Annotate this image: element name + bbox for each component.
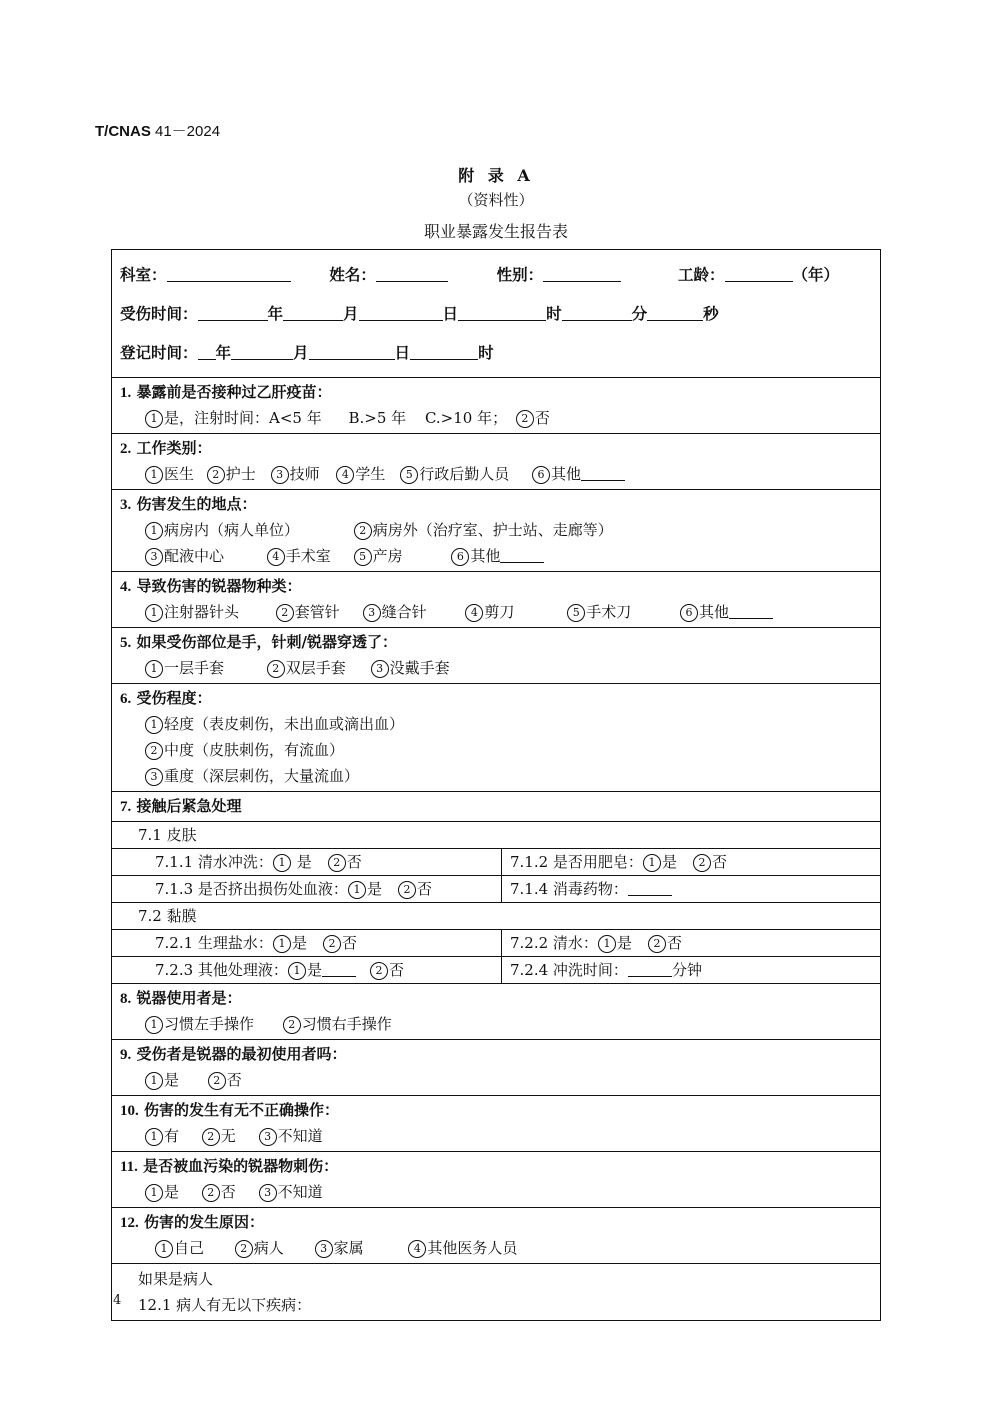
q9-option-no[interactable]: 否 — [226, 1071, 242, 1089]
question-5 — [112, 627, 880, 683]
q4-option-syringe-needle[interactable]: 注射器针头 — [164, 603, 240, 621]
q11-title: 是否被血污染的锐器物刺伤： — [143, 1157, 339, 1175]
q11-option-no[interactable]: 否 — [220, 1183, 236, 1201]
q1-title: 暴露前是否接种过乙肝疫苗： — [136, 383, 332, 401]
q11-option-yes[interactable]: 是 — [164, 1183, 180, 1201]
injury-month-field[interactable] — [283, 302, 343, 321]
option-3-icon[interactable]: 3 — [371, 660, 389, 678]
q10-title: 伤害的发生有无不正确操作： — [143, 1101, 339, 1119]
row-7-2-3 — [112, 956, 880, 983]
s722-no[interactable]: 否 — [666, 934, 682, 952]
q6-option-moderate[interactable]: 中度（皮肤刺伤，有流血） — [164, 741, 345, 759]
q12-title: 伤害的发生原因： — [143, 1213, 264, 1231]
register-hour-field[interactable] — [410, 341, 478, 360]
q9-title: 受伤者是锐器的最初使用者吗： — [136, 1045, 347, 1063]
q5-number: 5. — [120, 635, 132, 651]
sex-label: 性别： — [496, 266, 544, 284]
day-label: 日 — [394, 344, 411, 362]
option-1-icon[interactable]: 1 — [145, 1072, 163, 1090]
register-year-field[interactable] — [198, 341, 216, 360]
q3-option-delivery-room[interactable]: 产房 — [372, 547, 403, 565]
q6-option-severe[interactable]: 重度（深层刺伤，大量流血） — [164, 767, 360, 785]
report-form — [111, 249, 881, 1321]
q3-title: 伤害发生的地点： — [136, 495, 257, 513]
option-1-icon[interactable]: 1 — [145, 1184, 163, 1202]
q12-if-patient: 如果是病人 — [138, 1270, 214, 1288]
q8-option-left-hand[interactable]: 习惯左手操作 — [164, 1015, 255, 1033]
option-1-icon[interactable]: 1 — [598, 935, 616, 953]
question-6 — [112, 683, 880, 791]
question-1 — [112, 377, 880, 433]
option-1-icon[interactable]: 1 — [273, 854, 291, 872]
option-2-icon[interactable]: 2 — [267, 660, 285, 678]
option-1-icon[interactable]: 1 — [155, 1240, 173, 1258]
option-3-icon[interactable]: 3 — [145, 768, 163, 786]
option-3-icon[interactable]: 3 — [363, 604, 381, 622]
q2-option-other[interactable]: 其他 — [550, 465, 581, 483]
row-7-1-1 — [112, 848, 880, 875]
option-1-icon[interactable]: 1 — [288, 962, 306, 980]
seniority-field[interactable] — [725, 263, 793, 282]
q2-title: 工作类别： — [136, 439, 212, 457]
option-2-icon[interactable]: 2 — [235, 1240, 253, 1258]
option-5-icon[interactable]: 5 — [567, 604, 585, 622]
q4-option-other[interactable]: 其他 — [698, 603, 729, 621]
q12-option-patient[interactable]: 病人 — [253, 1239, 284, 1257]
q4-option-cannula[interactable]: 套管针 — [294, 603, 340, 621]
dept-field[interactable] — [167, 263, 291, 282]
question-12 — [112, 1207, 880, 1263]
q3-option-ward-inside[interactable]: 病房内（病人单位） — [164, 521, 300, 539]
q2-option-doctor[interactable]: 医生 — [164, 465, 195, 483]
option-2-icon[interactable]: 2 — [276, 604, 294, 622]
option-5-icon[interactable]: 5 — [400, 466, 418, 484]
s712-label: 7.1.2 是否用肥皂： — [510, 853, 643, 871]
seniority-label: 工龄： — [677, 266, 725, 284]
q5-option-single-glove[interactable]: 一层手套 — [164, 659, 225, 677]
minute-label: 分 — [631, 305, 648, 323]
injury-hour-field[interactable] — [458, 302, 546, 321]
option-3-icon[interactable]: 3 — [315, 1240, 333, 1258]
q10-number: 10. — [120, 1103, 139, 1119]
seniority-unit: （年） — [792, 266, 840, 284]
day-label: 日 — [442, 305, 459, 323]
option-1-icon[interactable]: 1 — [348, 881, 366, 899]
option-2-icon[interactable]: 2 — [516, 410, 534, 428]
row-7-1-3 — [112, 875, 880, 902]
injury-year-field[interactable] — [198, 302, 268, 321]
option-1-icon[interactable]: 1 — [145, 410, 163, 428]
basic-info-line — [120, 256, 872, 295]
name-label: 姓名： — [329, 266, 376, 284]
option-3-icon[interactable]: 3 — [145, 548, 163, 566]
option-2-icon[interactable]: 2 — [283, 1016, 301, 1034]
s711-no[interactable]: 否 — [346, 853, 362, 871]
option-1-icon[interactable]: 1 — [145, 466, 163, 484]
q5-option-double-glove[interactable]: 双层手套 — [285, 659, 346, 677]
q1-option-no[interactable]: 否 — [534, 409, 550, 427]
option-2-icon[interactable]: 2 — [207, 466, 225, 484]
option-3-icon[interactable]: 3 — [271, 466, 289, 484]
question-2 — [112, 433, 880, 489]
s711-label: 7.1.1 清水冲洗： — [155, 853, 273, 871]
option-2-icon[interactable]: 2 — [202, 1184, 220, 1202]
s724-label: 7.2.4 冲洗时间： — [510, 961, 628, 979]
name-field[interactable] — [376, 263, 448, 282]
s723-label: 7.2.3 其他处理液： — [155, 961, 288, 979]
option-1-icon[interactable]: 1 — [145, 660, 163, 678]
sex-field[interactable] — [543, 263, 621, 282]
q9-number: 9. — [120, 1047, 132, 1063]
register-time-line — [120, 334, 872, 373]
q1-number: 1. — [120, 385, 132, 401]
s721-yes[interactable]: 是 — [291, 934, 307, 952]
q6-number: 6. — [120, 691, 132, 707]
injury-time-line — [120, 295, 872, 334]
s712-no[interactable]: 否 — [711, 853, 727, 871]
appendix-title: 附 录 A — [458, 166, 534, 185]
appendix-nature: （资料性） — [458, 191, 534, 209]
register-day-field[interactable] — [309, 341, 395, 360]
option-2-icon[interactable]: 2 — [648, 935, 666, 953]
option-1-icon[interactable]: 1 — [145, 1128, 163, 1146]
q10-option-yes[interactable]: 有 — [164, 1127, 180, 1145]
q5-option-no-glove[interactable]: 没戴手套 — [389, 659, 450, 677]
option-4-icon[interactable]: 4 — [465, 604, 483, 622]
q3-option-other[interactable]: 其他 — [470, 547, 501, 565]
q10-option-no[interactable]: 无 — [220, 1127, 236, 1145]
form-title: 职业暴露发生报告表 — [423, 222, 568, 241]
section-7-2: 7.2 黏膜 — [112, 902, 880, 929]
s712-yes[interactable]: 是 — [661, 853, 677, 871]
s723-field[interactable] — [322, 958, 356, 977]
option-1-icon[interactable]: 1 — [273, 935, 291, 953]
section-7-1: 7.1 皮肤 — [112, 821, 880, 848]
question-8 — [112, 983, 880, 1039]
s713-no[interactable]: 否 — [416, 880, 432, 898]
q5-title: 如果受伤部位是手，针刺/锐器穿透了： — [136, 633, 397, 651]
question-9 — [112, 1039, 880, 1095]
s722-yes[interactable]: 是 — [616, 934, 632, 952]
row-7-2-1 — [112, 929, 880, 956]
hour-label: 时 — [478, 344, 494, 362]
q8-option-right-hand[interactable]: 习惯右手操作 — [301, 1015, 392, 1033]
q9-option-yes[interactable]: 是 — [164, 1071, 180, 1089]
q4-other-field[interactable] — [729, 600, 773, 619]
q3-other-field[interactable] — [500, 544, 544, 563]
injury-time-label: 受伤时间： — [120, 305, 198, 323]
option-2-icon[interactable]: 2 — [202, 1128, 220, 1146]
option-2-icon[interactable]: 2 — [398, 881, 416, 899]
injury-minute-field[interactable] — [562, 302, 632, 321]
year-label: 年 — [267, 305, 284, 323]
q12-patient-block — [112, 1263, 880, 1320]
q4-option-scalpel[interactable]: 手术刀 — [586, 603, 632, 621]
q12-option-other-staff[interactable]: 其他医务人员 — [427, 1239, 518, 1257]
q11-number: 11. — [120, 1159, 138, 1175]
option-1-icon[interactable]: 1 — [145, 522, 163, 540]
option-6-icon[interactable]: 6 — [451, 548, 469, 566]
option-6-icon[interactable]: 6 — [532, 466, 550, 484]
option-2-icon[interactable]: 2 — [145, 742, 163, 760]
s714-label: 7.1.4 消毒药物： — [510, 880, 628, 898]
page-number: 4 — [113, 1293, 122, 1308]
register-time-label: 登记时间： — [120, 344, 198, 362]
question-4 — [112, 571, 880, 627]
option-6-icon[interactable]: 6 — [680, 604, 698, 622]
s714-field[interactable] — [628, 877, 672, 896]
q4-option-suture-needle[interactable]: 缝合针 — [381, 603, 427, 621]
option-2-icon[interactable]: 2 — [328, 854, 346, 872]
s711-yes[interactable]: 是 — [296, 853, 312, 871]
hour-label: 时 — [546, 305, 562, 323]
q8-title: 锐器使用者是： — [136, 989, 242, 1007]
option-4-icon[interactable]: 4 — [336, 466, 354, 484]
injury-day-field[interactable] — [359, 302, 443, 321]
code-number: 41－2024 — [155, 123, 221, 140]
option-3-icon[interactable]: 3 — [259, 1184, 277, 1202]
option-4-icon[interactable]: 4 — [408, 1240, 426, 1258]
q3-option-pharmacy[interactable]: 配液中心 — [164, 547, 225, 565]
q2-option-technician[interactable]: 技师 — [289, 465, 320, 483]
option-1-icon[interactable]: 1 — [145, 604, 163, 622]
q7-title: 接触后紧急处理 — [136, 797, 242, 815]
q12-option-self[interactable]: 自己 — [174, 1239, 205, 1257]
document-code — [95, 120, 220, 141]
q2-option-nurse[interactable]: 护士 — [225, 465, 256, 483]
option-2-icon[interactable]: 2 — [323, 935, 341, 953]
q2-option-student[interactable]: 学生 — [355, 465, 386, 483]
s722-label: 7.2.2 清水： — [510, 934, 598, 952]
q10-option-unknown[interactable]: 不知道 — [277, 1127, 323, 1145]
month-label: 月 — [293, 344, 309, 362]
s724-unit: 分钟 — [671, 961, 702, 979]
question-3 — [112, 489, 880, 571]
code-prefix: T/CNAS — [95, 123, 155, 140]
q12-patient-diseases: 12.1 病人有无以下疾病： — [138, 1296, 312, 1314]
second-label: 秒 — [703, 305, 719, 323]
dept-label: 科室： — [120, 266, 167, 284]
s713-label: 7.1.3 是否挤出损伤处血液： — [155, 880, 348, 898]
q3-number: 3. — [120, 497, 132, 513]
q1-option-c[interactable]: C.>10 年； — [424, 409, 508, 427]
s723-yes[interactable]: 是 — [306, 961, 322, 979]
option-3-icon[interactable]: 3 — [259, 1128, 277, 1146]
q2-number: 2. — [120, 441, 132, 457]
s721-no[interactable]: 否 — [341, 934, 357, 952]
q3-option-ward-outside[interactable]: 病房外（治疗室、护士站、走廊等） — [372, 521, 613, 539]
register-month-field[interactable] — [231, 341, 293, 360]
q12-number: 12. — [120, 1215, 139, 1231]
option-2-icon[interactable]: 2 — [370, 962, 388, 980]
option-1-icon[interactable]: 1 — [145, 1016, 163, 1034]
question-10 — [112, 1095, 880, 1151]
option-2-icon[interactable]: 2 — [208, 1072, 226, 1090]
option-4-icon[interactable]: 4 — [267, 548, 285, 566]
q3-option-operating-room[interactable]: 手术室 — [285, 547, 331, 565]
q1-option-b[interactable]: B.>5 年 — [348, 409, 407, 427]
question-7 — [112, 791, 880, 821]
q11-option-unknown[interactable]: 不知道 — [277, 1183, 323, 1201]
option-1-icon[interactable]: 1 — [643, 854, 661, 872]
year-label: 年 — [215, 344, 232, 362]
injury-second-field[interactable] — [647, 302, 703, 321]
q2-option-admin[interactable]: 行政后勤人员 — [419, 465, 510, 483]
s724-field[interactable] — [628, 958, 672, 977]
q4-option-scissors[interactable]: 剪刀 — [484, 603, 515, 621]
option-1-icon[interactable]: 1 — [145, 716, 163, 734]
s713-yes[interactable]: 是 — [366, 880, 382, 898]
option-2-icon[interactable]: 2 — [354, 522, 372, 540]
question-11 — [112, 1151, 880, 1207]
option-2-icon[interactable]: 2 — [693, 854, 711, 872]
q12-option-family[interactable]: 家属 — [333, 1239, 364, 1257]
q1-option-yes[interactable]: 是，注射时间：A<5 年 — [164, 409, 322, 427]
form-header-block — [112, 250, 880, 377]
q6-title: 受伤程度： — [136, 689, 212, 707]
q4-title: 导致伤害的锐器物种类： — [136, 577, 302, 595]
q4-number: 4. — [120, 579, 132, 595]
s721-label: 7.2.1 生理盐水： — [155, 934, 273, 952]
q6-option-mild[interactable]: 轻度（表皮刺伤，未出血或滴出血） — [164, 715, 405, 733]
s723-no[interactable]: 否 — [388, 961, 404, 979]
month-label: 月 — [343, 305, 359, 323]
q8-number: 8. — [120, 991, 132, 1007]
q2-other-field[interactable] — [581, 462, 625, 481]
q7-number: 7. — [120, 799, 132, 815]
option-5-icon[interactable]: 5 — [354, 548, 372, 566]
